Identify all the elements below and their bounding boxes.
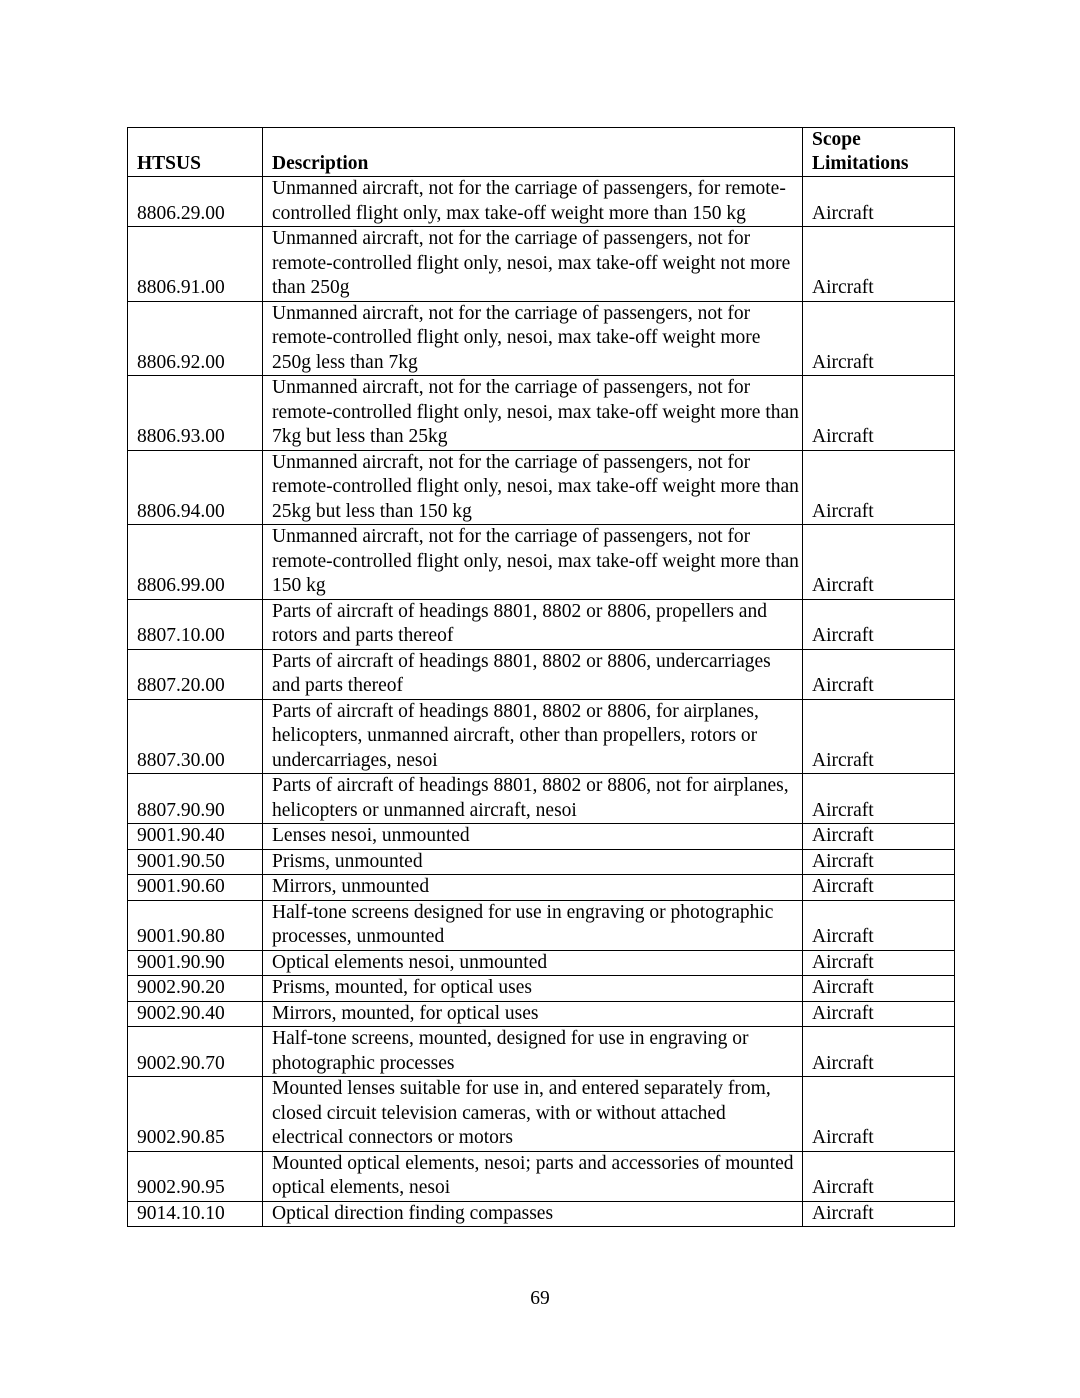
htsus-code-cell: 9001.90.60 <box>128 875 263 901</box>
description-cell: Unmanned aircraft, not for the carriage of passengers, not for remote-controlled flight only, nesoi, max take-off weight not more than 250g <box>263 227 803 302</box>
scope-limitations-cell: Aircraft <box>803 1001 955 1027</box>
description-cell: Parts of aircraft of headings 8801, 8802 or 8806, propellers and rotors and parts thereof <box>263 599 803 649</box>
description-cell: Optical direction finding compasses <box>263 1201 803 1227</box>
htsus-code-cell: 8807.30.00 <box>128 699 263 774</box>
htsus-code-cell: 8806.29.00 <box>128 177 263 227</box>
table-row <box>128 450 955 525</box>
htsus-code-cell: 8806.99.00 <box>128 525 263 600</box>
description-cell: Mounted lenses suitable for use in, and entered separately from, closed circuit television cameras, with or without attached electrical connectors or motors <box>263 1077 803 1152</box>
description-cell: Prisms, unmounted <box>263 849 803 875</box>
scope-limitations-cell: Aircraft <box>803 177 955 227</box>
header-row <box>128 128 955 177</box>
htsus-code-cell: 9002.90.85 <box>128 1077 263 1152</box>
table-row <box>128 301 955 376</box>
scope-limitations-cell: Aircraft <box>803 774 955 824</box>
description-cell: Unmanned aircraft, not for the carriage of passengers, not for remote-controlled flight only, nesoi, max take-off weight more than 150 kg <box>263 525 803 600</box>
htsus-code-cell: 9002.90.40 <box>128 1001 263 1027</box>
description-cell: Parts of aircraft of headings 8801, 8802 or 8806, undercarriages and parts thereof <box>263 649 803 699</box>
header-scope-limitations <box>803 128 955 177</box>
table-row <box>128 525 955 600</box>
table-row <box>128 900 955 950</box>
header-scope-line2: Limitations <box>812 153 909 174</box>
table-body <box>128 177 955 1227</box>
description-cell: Parts of aircraft of headings 8801, 8802 or 8806, not for airplanes, helicopters or unmanned aircraft, nesoi <box>263 774 803 824</box>
description-cell: Unmanned aircraft, not for the carriage of passengers, not for remote-controlled flight only, nesoi, max take-off weight more than 25kg but less than 150 kg <box>263 450 803 525</box>
htsus-code-cell: 9001.90.80 <box>128 900 263 950</box>
scope-limitations-cell: Aircraft <box>803 1027 955 1077</box>
table-row <box>128 849 955 875</box>
htsus-code-cell: 8806.93.00 <box>128 376 263 451</box>
table-row <box>128 599 955 649</box>
htsus-code-cell: 9002.90.20 <box>128 976 263 1002</box>
htsus-code-cell: 8807.90.90 <box>128 774 263 824</box>
description-cell: Parts of aircraft of headings 8801, 8802 or 8806, for airplanes, helicopters, unmanned aircraft, other than propellers, rotors or undercarriages, nesoi <box>263 699 803 774</box>
scope-limitations-cell: Aircraft <box>803 376 955 451</box>
header-scope-line1: Scope <box>812 129 861 150</box>
description-cell: Optical elements nesoi, unmounted <box>263 950 803 976</box>
description-cell: Prisms, mounted, for optical uses <box>263 976 803 1002</box>
header-htsus: HTSUS <box>128 128 263 177</box>
htsus-code-cell: 8806.91.00 <box>128 227 263 302</box>
htsus-code-cell: 9001.90.50 <box>128 849 263 875</box>
description-cell: Half-tone screens, mounted, designed for use in engraving or photographic processes <box>263 1027 803 1077</box>
scope-limitations-cell: Aircraft <box>803 599 955 649</box>
table-row <box>128 227 955 302</box>
scope-limitations-cell: Aircraft <box>803 900 955 950</box>
scope-limitations-cell: Aircraft <box>803 976 955 1002</box>
scope-limitations-cell: Aircraft <box>803 950 955 976</box>
scope-limitations-cell: Aircraft <box>803 227 955 302</box>
scope-limitations-cell: Aircraft <box>803 875 955 901</box>
description-cell: Mirrors, unmounted <box>263 875 803 901</box>
scope-limitations-cell: Aircraft <box>803 849 955 875</box>
table-row <box>128 1001 955 1027</box>
description-cell: Unmanned aircraft, not for the carriage of passengers, not for remote-controlled flight only, nesoi, max take-off weight more 250g less than 7kg <box>263 301 803 376</box>
htsus-code-cell: 9014.10.10 <box>128 1201 263 1227</box>
table-row <box>128 1201 955 1227</box>
htsus-code-cell: 8807.10.00 <box>128 599 263 649</box>
description-cell: Lenses nesoi, unmounted <box>263 824 803 850</box>
table-row <box>128 649 955 699</box>
scope-limitations-cell: Aircraft <box>803 1077 955 1152</box>
description-cell: Mounted optical elements, nesoi; parts and accessories of mounted optical elements, nesoi <box>263 1151 803 1201</box>
htsus-code-cell: 9002.90.70 <box>128 1027 263 1077</box>
table-row <box>128 774 955 824</box>
scope-limitations-cell: Aircraft <box>803 1201 955 1227</box>
htsus-code-cell: 9001.90.90 <box>128 950 263 976</box>
table-row <box>128 824 955 850</box>
table-row <box>128 1027 955 1077</box>
htsus-code-cell: 8806.94.00 <box>128 450 263 525</box>
table-row <box>128 699 955 774</box>
htsus-code-cell: 9002.90.95 <box>128 1151 263 1201</box>
htsus-code-cell: 9001.90.40 <box>128 824 263 850</box>
table-row <box>128 376 955 451</box>
htsus-table <box>127 127 955 1227</box>
htsus-code-cell: 8807.20.00 <box>128 649 263 699</box>
header-description: Description <box>263 128 803 177</box>
table-row <box>128 950 955 976</box>
scope-limitations-cell: Aircraft <box>803 649 955 699</box>
table-row <box>128 177 955 227</box>
scope-limitations-cell: Aircraft <box>803 301 955 376</box>
table-row <box>128 1151 955 1201</box>
table-row <box>128 875 955 901</box>
description-cell: Half-tone screens designed for use in engraving or photographic processes, unmounted <box>263 900 803 950</box>
table-header <box>128 128 955 177</box>
description-cell: Unmanned aircraft, not for the carriage of passengers, not for remote-controlled flight only, nesoi, max take-off weight more than 7kg but less than 25kg <box>263 376 803 451</box>
scope-limitations-cell: Aircraft <box>803 525 955 600</box>
scope-limitations-cell: Aircraft <box>803 450 955 525</box>
scope-limitations-cell: Aircraft <box>803 824 955 850</box>
htsus-code-cell: 8806.92.00 <box>128 301 263 376</box>
description-cell: Unmanned aircraft, not for the carriage of passengers, for remote-controlled flight only, max take-off weight more than 150 kg <box>263 177 803 227</box>
table-row <box>128 1077 955 1152</box>
scope-limitations-cell: Aircraft <box>803 699 955 774</box>
scope-limitations-cell: Aircraft <box>803 1151 955 1201</box>
description-cell: Mirrors, mounted, for optical uses <box>263 1001 803 1027</box>
table-row <box>128 976 955 1002</box>
page-number: 69 <box>530 1288 550 1309</box>
